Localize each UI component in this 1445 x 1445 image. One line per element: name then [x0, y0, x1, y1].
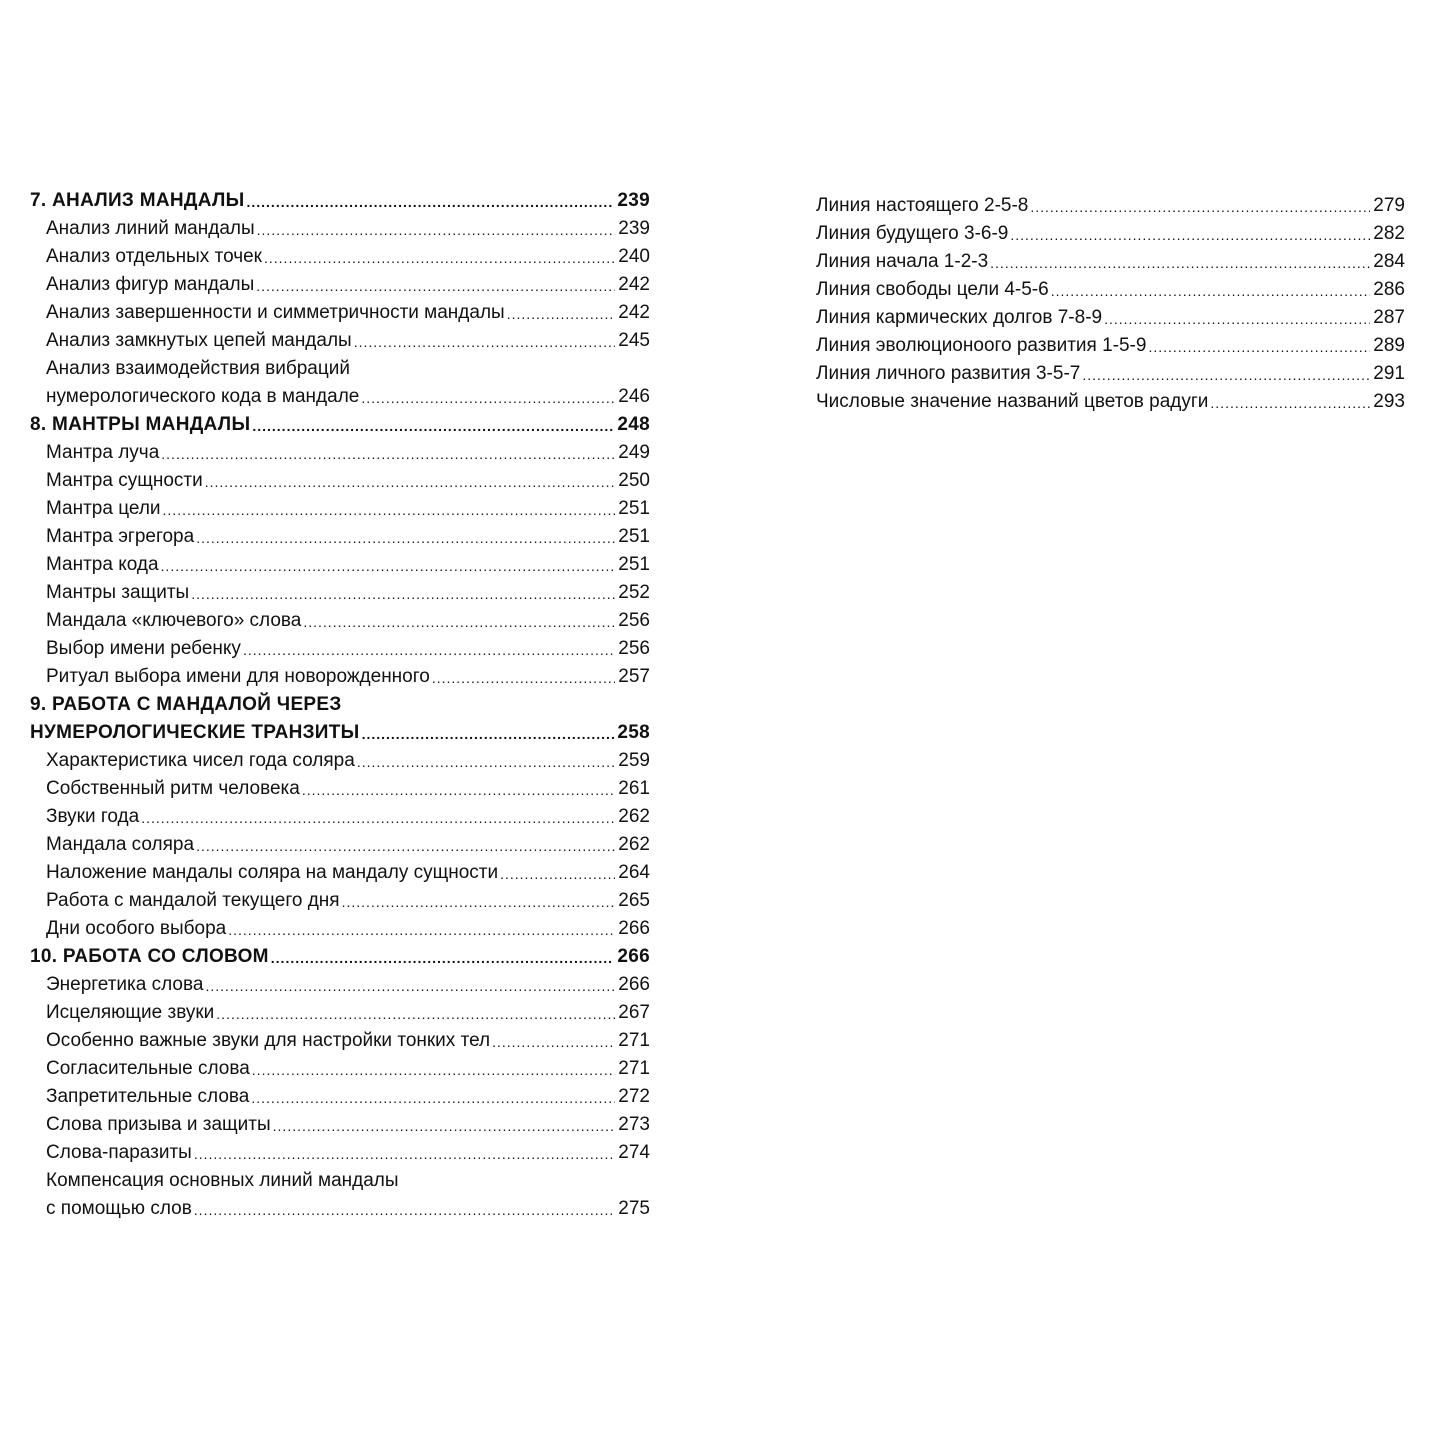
toc-entry-title: Линия свободы цели 4-5-6: [816, 279, 1049, 300]
toc-page-number: 275: [618, 1198, 650, 1219]
toc-entry-row: [46, 523, 650, 551]
toc-entry-row: [46, 243, 650, 271]
toc-entry-row: [816, 276, 1405, 304]
toc-entry-title: Мантра цели: [46, 498, 161, 519]
toc-entry-title: Анализ завершенности и симметричности мандалы: [46, 302, 505, 323]
toc-entry: [30, 327, 650, 355]
toc-entry-row: [816, 360, 1405, 388]
toc-entry: [30, 775, 650, 803]
toc-entry-title: Анализ фигур мандалы: [46, 274, 255, 295]
toc-entry-row: [30, 187, 650, 215]
dot-leader: [141, 808, 615, 828]
toc-entry-row: [816, 248, 1405, 276]
toc-entry-title: Мантра сущности: [46, 470, 203, 491]
toc-entry-row: [30, 719, 650, 747]
toc-entry-title: с помощью слов: [46, 1198, 192, 1219]
toc-entry-title: Линия кармических долгов 7-8-9: [816, 307, 1103, 328]
dot-leader: [1082, 365, 1370, 385]
toc-entry-row: [30, 411, 650, 439]
toc-entry-title: Слова призыва и защиты: [46, 1114, 271, 1135]
toc-entry-title: Слова-паразиты: [46, 1142, 192, 1163]
toc-entry-title: Линия эволюционоого развития 1-5-9: [816, 335, 1147, 356]
toc-entry: [800, 360, 1405, 388]
dot-leader: [303, 612, 615, 632]
toc-entry: [30, 831, 650, 859]
toc-entry: [30, 271, 650, 299]
dot-leader: [191, 584, 615, 604]
toc-page-number: 262: [618, 806, 650, 827]
toc-entry: [30, 859, 650, 887]
dot-leader: [205, 976, 615, 996]
dot-leader: [362, 724, 615, 744]
toc-page-number: 242: [618, 274, 650, 295]
toc-page-number: 248: [617, 414, 650, 435]
toc-entry-title: Анализ отдельных точек: [46, 246, 262, 267]
toc-entry-row: [46, 803, 650, 831]
toc-page-number: 239: [617, 190, 650, 211]
toc-entry-row: [46, 859, 650, 887]
dot-leader: [163, 500, 616, 520]
toc-entry-row: [816, 192, 1405, 220]
toc-entry: [800, 332, 1405, 360]
toc-entry-row: [46, 831, 650, 859]
toc-entry-title: 7. АНАЛИЗ МАНДАЛЫ: [30, 190, 245, 211]
toc-entry-row: [46, 439, 650, 467]
dot-leader: [507, 304, 616, 324]
toc-entry: [30, 355, 650, 411]
toc-entry-row: [46, 663, 650, 691]
dot-leader: [273, 1116, 616, 1136]
toc-entry-title: Согласительные слова: [46, 1058, 250, 1079]
toc-entry: [30, 635, 650, 663]
toc-entry-title: Собственный ритм человека: [46, 778, 300, 799]
toc-page-number: 262: [618, 834, 650, 855]
dot-leader: [302, 780, 615, 800]
dot-leader: [432, 668, 615, 688]
toc-entry-title: Дни особого выбора: [46, 918, 227, 939]
toc-entry: [30, 1139, 650, 1167]
toc-entry-row: [46, 887, 650, 915]
toc-entry-title: 10. РАБОТА СО СЛОВОМ: [30, 946, 269, 967]
toc-entry-row: [816, 220, 1405, 248]
toc-entry: [30, 1167, 650, 1223]
dot-leader: [357, 752, 615, 772]
toc-entry-title: Наложение мандалы соляра на мандалу сущности: [46, 862, 499, 883]
dot-leader: [342, 892, 616, 912]
toc-page-number: 246: [618, 386, 650, 407]
toc-entry-row: [46, 215, 650, 243]
toc-entry-title: Мантры защиты: [46, 582, 190, 603]
toc-entry: [30, 1055, 650, 1083]
toc-entry-title: Выбор имени ребенку: [46, 638, 241, 659]
toc-entry-title: 8. МАНТРЫ МАНДАЛЫ: [30, 414, 251, 435]
dot-leader: [256, 276, 615, 296]
toc-page-number: 272: [618, 1086, 650, 1107]
toc-page-number: 289: [1373, 335, 1405, 356]
toc-entry: [30, 215, 650, 243]
dot-leader: [1210, 393, 1370, 413]
toc-entry-title: Исцеляющие звуки: [46, 1002, 215, 1023]
toc-entry-row: [46, 467, 650, 495]
toc-entry-row: [46, 327, 650, 355]
toc-entry-title: Анализ замкнутых цепей мандалы: [46, 330, 352, 351]
toc-entry-row: [46, 271, 650, 299]
toc-page-number: 261: [618, 778, 650, 799]
toc-page-number: 271: [618, 1030, 650, 1051]
toc-entry: [30, 439, 650, 467]
toc-entry: [30, 999, 650, 1027]
toc-entry-title: Работа с мандалой текущего дня: [46, 890, 340, 911]
toc-page-number: 251: [618, 498, 650, 519]
toc-page-number: 258: [617, 722, 650, 743]
dot-leader: [1104, 309, 1370, 329]
toc-page-number: 245: [618, 330, 650, 351]
dot-leader: [205, 472, 616, 492]
toc-entry-title: Линия личного развития 3-5-7: [816, 363, 1081, 384]
toc-entry: [30, 747, 650, 775]
toc-entry-row: [30, 943, 650, 971]
dot-leader: [161, 556, 616, 576]
toc-entry-title: Энергетика слова: [46, 974, 204, 995]
dot-leader: [1051, 281, 1371, 301]
toc-entry-title: Мантра кода: [46, 554, 159, 575]
dot-leader: [257, 220, 616, 240]
toc-left-column: [30, 187, 650, 1223]
dot-leader: [264, 248, 615, 268]
toc-entry-title: Особенно важные звуки для настройки тонких тел: [46, 1030, 491, 1051]
toc-page-number: 287: [1373, 307, 1405, 328]
toc-page-number: 267: [618, 1002, 650, 1023]
toc-entry-title: Числовые значение названий цветов радуги: [816, 391, 1209, 412]
toc-entry-row: [46, 607, 650, 635]
toc-entry-title-line: 9. РАБОТА С МАНДАЛОЙ ЧЕРЕЗ: [30, 694, 342, 715]
toc-entry: [30, 495, 650, 523]
toc-page-number: 257: [618, 666, 650, 687]
toc-entry-row: [816, 304, 1405, 332]
toc-entry: [800, 388, 1405, 416]
toc-page-number: 264: [618, 862, 650, 883]
toc-entry-title: Линия будущего 3-6-9: [816, 223, 1009, 244]
toc-page-number: 251: [618, 554, 650, 575]
toc-page-number: 240: [618, 246, 650, 267]
toc-entry-title: Линия настоящего 2-5-8: [816, 195, 1029, 216]
toc-entry-row: [46, 1195, 650, 1223]
toc-right-column: [800, 192, 1405, 416]
toc-page-number: 259: [618, 750, 650, 771]
dot-leader: [246, 192, 614, 212]
toc-page-number: 239: [618, 218, 650, 239]
dot-leader: [354, 332, 616, 352]
toc-entry-row: [46, 915, 650, 943]
toc-entry-title: Характеристика чисел года соляра: [46, 750, 355, 771]
dot-leader: [228, 920, 615, 940]
toc-page-number: 265: [618, 890, 650, 911]
toc-entry-title: НУМЕРОЛОГИЧЕСКИЕ ТРАНЗИТЫ: [30, 722, 360, 743]
dot-leader: [161, 444, 615, 464]
toc-page-number: 250: [618, 470, 650, 491]
toc-chapter-heading: [30, 943, 650, 971]
dot-leader: [990, 253, 1370, 273]
toc-entry: [800, 304, 1405, 332]
toc-entry-row: [46, 1083, 650, 1111]
toc-page-number: 293: [1373, 391, 1405, 412]
toc-entry-row: [46, 1139, 650, 1167]
toc-entry-row: [46, 747, 650, 775]
toc-page-number: 274: [618, 1142, 650, 1163]
dot-leader: [1010, 225, 1370, 245]
toc-entry-title: Мандала «ключевого» слова: [46, 610, 302, 631]
toc-entry-title: Запретительные слова: [46, 1086, 250, 1107]
toc-entry-title-line: Анализ взаимодействия вибраций: [46, 358, 350, 379]
toc-entry: [30, 579, 650, 607]
toc-entry: [30, 663, 650, 691]
toc-entry: [30, 971, 650, 999]
dot-leader: [492, 1032, 615, 1052]
toc-entry: [30, 243, 650, 271]
dot-leader: [271, 948, 615, 968]
dot-leader: [252, 1060, 616, 1080]
toc-page-number: 251: [618, 526, 650, 547]
toc-page-number: 266: [618, 918, 650, 939]
toc-entry-title: Линия начала 1-2-3: [816, 251, 989, 272]
toc-entry-title: нумерологического кода в мандале: [46, 386, 360, 407]
dot-leader: [1030, 197, 1370, 217]
dot-leader: [196, 528, 615, 548]
toc-page-number: 284: [1373, 251, 1405, 272]
toc-entry-title: Мантра луча: [46, 442, 160, 463]
toc-entry: [30, 1111, 650, 1139]
toc-entry: [30, 803, 650, 831]
toc-entry: [30, 887, 650, 915]
toc-entry-row: [46, 1111, 650, 1139]
dot-leader: [251, 1088, 615, 1108]
toc-entry: [30, 467, 650, 495]
toc-chapter-heading: [30, 691, 650, 747]
toc-entry: [30, 915, 650, 943]
toc-entry-row: [46, 299, 650, 327]
toc-page-number: 266: [617, 946, 650, 967]
dot-leader: [1148, 337, 1370, 357]
toc-page-number: 252: [618, 582, 650, 603]
toc-entry-row: [46, 999, 650, 1027]
dot-leader: [243, 640, 615, 660]
toc-entry: [30, 1083, 650, 1111]
dot-leader: [194, 1144, 615, 1164]
toc-entry-row: [46, 579, 650, 607]
dot-leader: [194, 1200, 616, 1220]
toc-page-number: 279: [1373, 195, 1405, 216]
toc-entry-row: [46, 551, 650, 579]
toc-entry-title: Мантра эгрегора: [46, 526, 195, 547]
toc-entry-row: [46, 495, 650, 523]
toc-entry: [800, 276, 1405, 304]
toc-entry-title-line: Компенсация основных линий мандалы: [46, 1170, 399, 1191]
toc-entry-row: [46, 635, 650, 663]
toc-entry: [30, 299, 650, 327]
toc-entry-row: [46, 383, 650, 411]
toc-chapter-heading: [30, 411, 650, 439]
toc-entry-title: Мандала соляра: [46, 834, 195, 855]
toc-entry-row: [46, 971, 650, 999]
dot-leader: [500, 864, 615, 884]
toc-page-number: 291: [1373, 363, 1405, 384]
toc-entry-title: Анализ линий мандалы: [46, 218, 255, 239]
toc-page-number: 266: [618, 974, 650, 995]
toc-page-number: 256: [618, 610, 650, 631]
toc-entry-title: Звуки года: [46, 806, 140, 827]
toc-page-number: 273: [618, 1114, 650, 1135]
toc-entry-row: [816, 388, 1405, 416]
toc-page-number: 286: [1373, 279, 1405, 300]
toc-entry-row: [816, 332, 1405, 360]
toc-entry: [30, 607, 650, 635]
toc-entry-row: [46, 775, 650, 803]
toc-page-number: 271: [618, 1058, 650, 1079]
toc-entry: [800, 192, 1405, 220]
toc-page-number: 256: [618, 638, 650, 659]
toc-entry: [800, 248, 1405, 276]
toc-page-number: 242: [618, 302, 650, 323]
toc-page-number: 282: [1373, 223, 1405, 244]
toc-entry-row: [46, 1027, 650, 1055]
toc-chapter-heading: [30, 187, 650, 215]
toc-entry: [800, 220, 1405, 248]
toc-entry: [30, 1027, 650, 1055]
toc-entry-row: [46, 1055, 650, 1083]
toc-entry: [30, 551, 650, 579]
toc-entry-title: Ритуал выбора имени для новорожденного: [46, 666, 430, 687]
toc-page-number: 249: [618, 442, 650, 463]
dot-leader: [361, 388, 615, 408]
toc-entry: [30, 523, 650, 551]
dot-leader: [216, 1004, 615, 1024]
dot-leader: [252, 416, 614, 436]
dot-leader: [196, 836, 615, 856]
